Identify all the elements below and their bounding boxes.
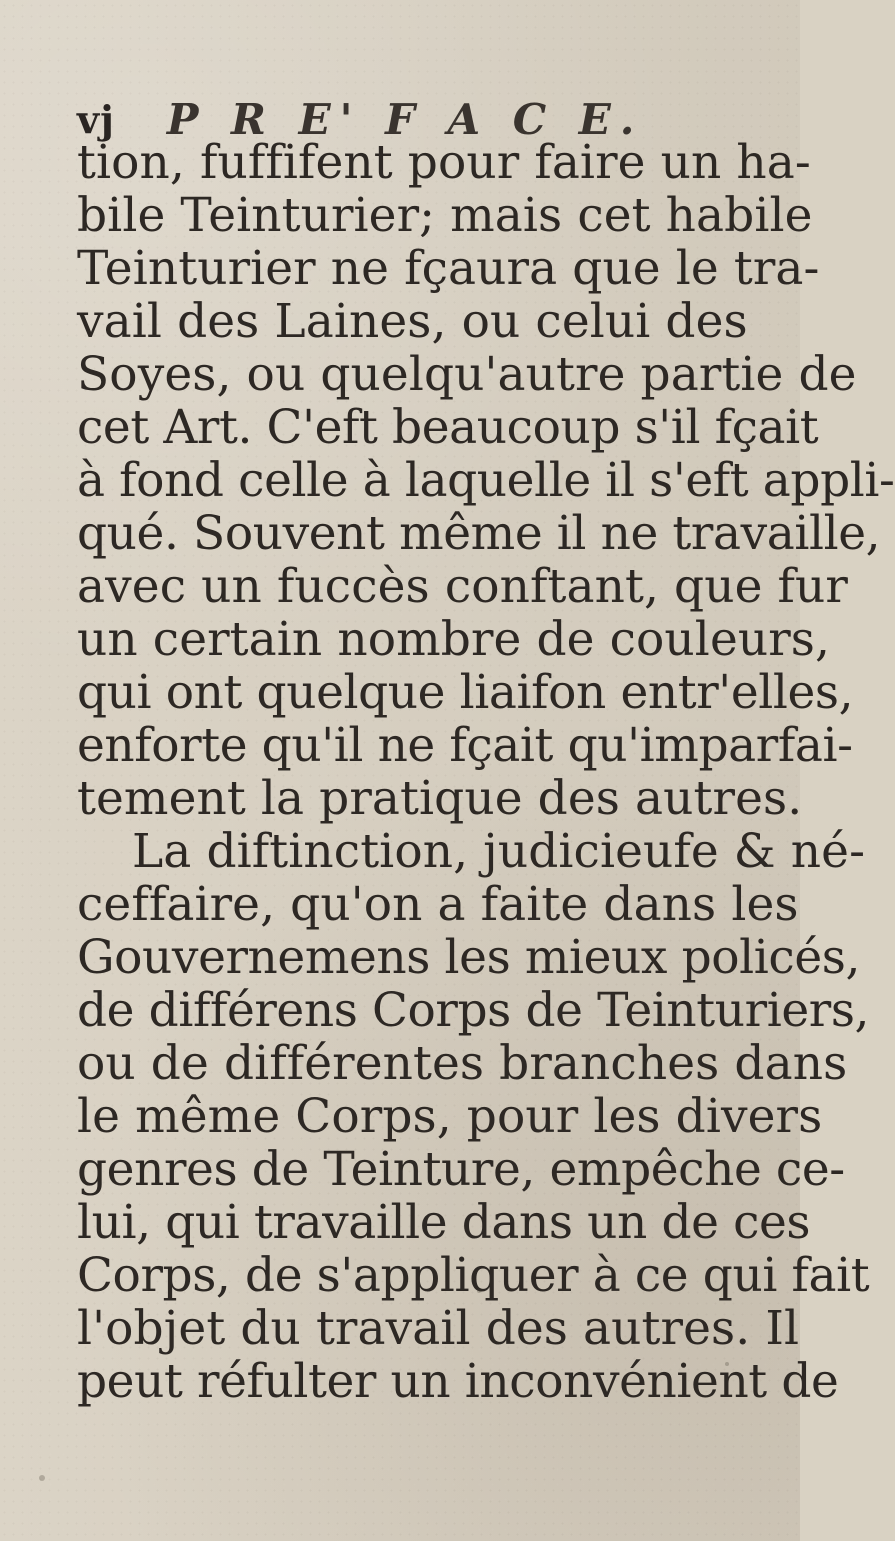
text-line: cet Art. C'eft beaucoup s'il fçait bbox=[77, 400, 819, 455]
text-line: La diftinction, judicieufe & né- bbox=[132, 824, 866, 879]
text-line: l'objet du travail des autres. Il bbox=[77, 1301, 800, 1356]
text-line: qué. Souvent même il ne travaille, bbox=[77, 506, 881, 561]
text-line: Teinturier ne fçaura que le tra- bbox=[77, 241, 820, 296]
text-line: ou de différentes branches dans bbox=[77, 1036, 848, 1091]
text-line: Gouvernemens les mieux policés, bbox=[77, 930, 861, 985]
text-line: qui ont quelque liaifon entr'elles, bbox=[77, 665, 854, 720]
paper-speck bbox=[477, 1289, 481, 1293]
body-text bbox=[77, 135, 895, 1409]
text-line: ceffaire, qu'on a faite dans les bbox=[77, 877, 799, 932]
text-line: enforte qu'il ne fçait qu'imparfai- bbox=[77, 718, 853, 773]
text-line: un certain nombre de couleurs, bbox=[77, 612, 831, 667]
text-line: à fond celle à laquelle il s'eft appli- bbox=[77, 453, 895, 508]
text-line: lui, qui travaille dans un de ces bbox=[77, 1195, 811, 1250]
page-number: vj bbox=[77, 96, 115, 142]
text-line: avec un fuccès conftant, que fur bbox=[77, 559, 848, 614]
text-line: tion, fuffifent pour faire un ha- bbox=[77, 135, 811, 190]
text-line: le même Corps, pour les divers bbox=[77, 1089, 823, 1144]
text-line: tement la pratique des autres. bbox=[77, 771, 803, 826]
text-line: de différens Corps de Teinturiers, bbox=[77, 983, 870, 1038]
text-line: vail des Laines, ou celui des bbox=[77, 294, 748, 349]
text-line: Corps, de s'appliquer à ce qui fait bbox=[77, 1248, 870, 1303]
text-line: Soyes, ou quelqu'autre partie de bbox=[77, 347, 857, 402]
running-title: P R E' F A C E. bbox=[166, 94, 644, 144]
paper-speck bbox=[725, 1362, 729, 1366]
text-line: bile Teinturier; mais cet habile bbox=[77, 188, 813, 243]
paper-speck bbox=[39, 1475, 45, 1481]
text-line: genres de Teinture, empêche ce- bbox=[77, 1142, 845, 1197]
text-line: peut réfulter un inconvénient de bbox=[77, 1354, 839, 1409]
